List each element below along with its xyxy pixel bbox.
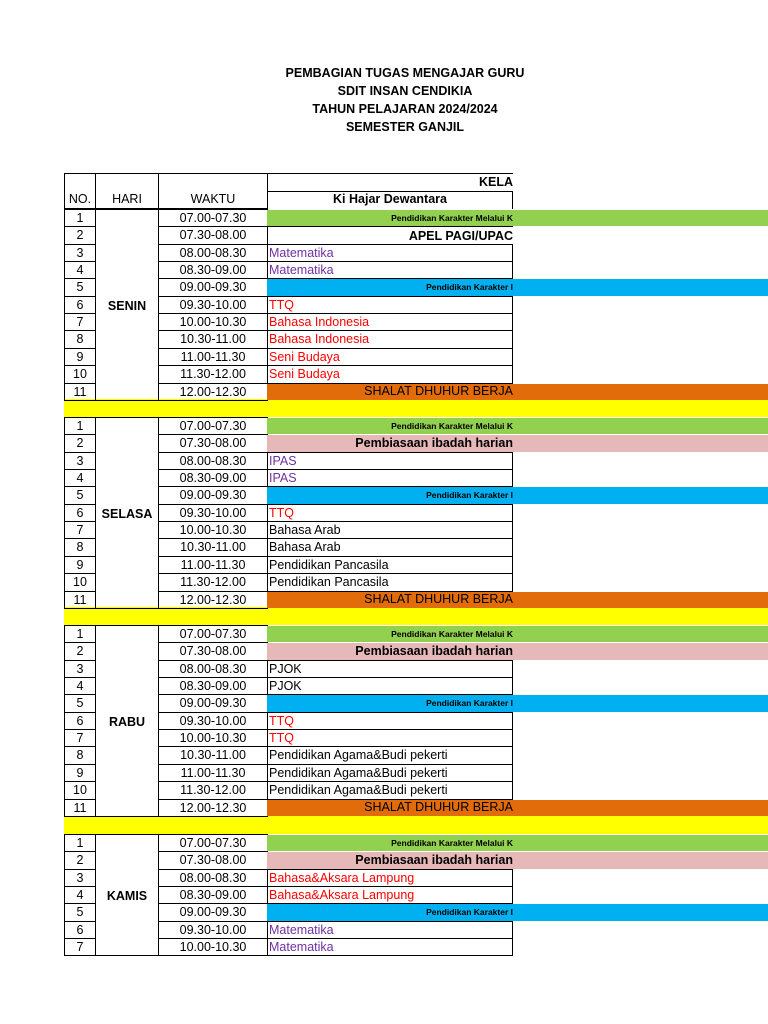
row-number: 10 (64, 781, 96, 800)
subject-cell: Seni Budaya (267, 348, 513, 366)
time-slot: 08.30-09.00 (158, 886, 268, 904)
subject-cell: Bahasa&Aksara Lampung (267, 886, 513, 904)
time-slot: 07.30-08.00 (158, 851, 268, 870)
row-number: 10 (64, 573, 96, 592)
day-separator (64, 607, 768, 625)
subject-cell: Pendidikan Agama&Budi pekerti (267, 781, 513, 800)
day-separator (64, 399, 768, 417)
row-number: 1 (64, 209, 96, 227)
row-number: 4 (64, 886, 96, 904)
row-number: 5 (64, 694, 96, 713)
row-number: 7 (64, 313, 96, 331)
time-slot: 08.30-09.00 (158, 469, 268, 487)
title-line-1: PEMBAGIAN TUGAS MENGAJAR GURU (285, 66, 525, 80)
col-header-waktu-label: WAKTU (190, 192, 236, 206)
row-number: 6 (64, 504, 96, 522)
activity-banner-text: Pendidikan Karakter I (426, 907, 513, 917)
row-number: 3 (64, 244, 96, 262)
time-slot: 11.00-11.30 (158, 556, 268, 574)
time-slot: 11.00-11.30 (158, 764, 268, 782)
time-slot: 11.30-12.00 (158, 781, 268, 800)
time-slot: 10.00-10.30 (158, 313, 268, 331)
time-slot: 12.00-12.30 (158, 591, 268, 609)
subject-cell: Matematika (267, 921, 513, 939)
col-header-no-label: NO. (68, 192, 92, 206)
row-number: 2 (64, 434, 96, 453)
time-slot: 07.30-08.00 (158, 642, 268, 661)
row-number: 7 (64, 521, 96, 539)
time-slot: 10.00-10.30 (158, 938, 268, 956)
row-number: 10 (64, 365, 96, 384)
time-slot: 07.00-07.30 (158, 834, 268, 852)
subject-cell: Bahasa Arab (267, 521, 513, 539)
time-slot: 08.00-08.30 (158, 660, 268, 678)
time-slot: 12.00-12.30 (158, 799, 268, 817)
time-slot: 09.00-09.30 (158, 694, 268, 713)
time-slot: 08.00-08.30 (158, 452, 268, 470)
time-slot: 08.00-08.30 (158, 244, 268, 262)
time-slot: 11.00-11.30 (158, 348, 268, 366)
subject-cell: TTQ (267, 729, 513, 747)
row-number: 5 (64, 903, 96, 922)
row-number: 1 (64, 834, 96, 852)
subject-cell: PJOK (267, 660, 513, 678)
col-header-kelas: KELA (267, 173, 513, 192)
col-header-hari-label: HARI (112, 192, 142, 206)
row-number: 9 (64, 556, 96, 574)
prayer-banner-text: SHALAT DHUHUR BERJA (364, 800, 513, 814)
row-number: 2 (64, 226, 96, 245)
time-slot: 09.30-10.00 (158, 296, 268, 314)
time-slot: 11.30-12.00 (158, 365, 268, 384)
time-slot: 11.30-12.00 (158, 573, 268, 592)
row-number: 6 (64, 921, 96, 939)
activity-banner-text: Pendidikan Karakter Melalui K (391, 838, 513, 848)
col-header-no (64, 173, 96, 209)
row-number: 7 (64, 938, 96, 956)
day-name-cell: RABU (95, 625, 159, 817)
subject-cell: Bahasa Indonesia (267, 313, 513, 331)
time-slot: 12.00-12.30 (158, 383, 268, 401)
time-slot: 10.00-10.30 (158, 729, 268, 747)
subject-cell: PJOK (267, 677, 513, 695)
time-slot: 08.30-09.00 (158, 261, 268, 279)
day-separator (64, 816, 768, 834)
ibadah-banner-text: Pembiasaan ibadah harian (355, 853, 513, 867)
prayer-banner-text: SHALAT DHUHUR BERJA (364, 384, 513, 398)
class-name-header: Ki Hajar Dewantara (267, 191, 513, 209)
activity-banner-text: Pendidikan Karakter Melalui K (391, 213, 513, 223)
subject-cell: Seni Budaya (267, 365, 513, 384)
time-slot: 09.00-09.30 (158, 486, 268, 505)
row-number: 2 (64, 642, 96, 661)
day-name-cell: SELASA (95, 417, 159, 609)
time-slot: 10.30-11.00 (158, 538, 268, 557)
day-name-cell: KAMIS (95, 834, 159, 956)
subject-cell: Pendidikan Agama&Budi pekerti (267, 764, 513, 782)
time-slot: 10.30-11.00 (158, 330, 268, 349)
time-slot: 09.30-10.00 (158, 712, 268, 730)
activity-banner-text: Pendidikan Karakter I (426, 698, 513, 708)
subject-cell: IPAS (267, 469, 513, 487)
time-slot: 09.00-09.30 (158, 903, 268, 922)
subject-cell: TTQ (267, 712, 513, 730)
col-header-hari (95, 173, 159, 209)
subject-cell: IPAS (267, 452, 513, 470)
row-number: 6 (64, 296, 96, 314)
time-slot: 09.00-09.30 (158, 278, 268, 297)
row-number: 8 (64, 330, 96, 349)
time-slot: 09.30-10.00 (158, 504, 268, 522)
row-number: 7 (64, 729, 96, 747)
time-slot: 09.30-10.00 (158, 921, 268, 939)
subject-cell: Bahasa Indonesia (267, 330, 513, 349)
row-number: 6 (64, 712, 96, 730)
ibadah-banner-text: Pembiasaan ibadah harian (355, 436, 513, 450)
time-slot: 08.30-09.00 (158, 677, 268, 695)
subject-cell: TTQ (267, 296, 513, 314)
ibadah-banner-text: Pembiasaan ibadah harian (355, 644, 513, 658)
time-slot: 08.00-08.30 (158, 869, 268, 887)
row-number: 4 (64, 261, 96, 279)
subject-cell: Pendidikan Pancasila (267, 556, 513, 574)
title-line-4: SEMESTER GANJIL (345, 120, 465, 134)
activity-banner-text: Pendidikan Karakter I (426, 490, 513, 500)
row-number: 4 (64, 469, 96, 487)
time-slot: 10.00-10.30 (158, 521, 268, 539)
row-number: 5 (64, 486, 96, 505)
time-slot: 07.00-07.30 (158, 417, 268, 435)
row-number: 3 (64, 660, 96, 678)
subject-cell: Bahasa Arab (267, 538, 513, 557)
row-number: 9 (64, 348, 96, 366)
time-slot: 07.00-07.30 (158, 625, 268, 643)
subject-cell: TTQ (267, 504, 513, 522)
row-number: 9 (64, 764, 96, 782)
subject-cell: Matematika (267, 261, 513, 279)
row-number: 11 (64, 591, 96, 609)
apel-text: APEL PAGI/UPAC (267, 226, 513, 245)
prayer-banner-text: SHALAT DHUHUR BERJA (364, 592, 513, 606)
activity-banner-text: Pendidikan Karakter Melalui K (391, 421, 513, 431)
time-slot: 10.30-11.00 (158, 746, 268, 765)
activity-banner-text: Pendidikan Karakter I (426, 282, 513, 292)
row-number: 8 (64, 746, 96, 765)
row-number: 1 (64, 625, 96, 643)
day-name-cell: SENIN (95, 209, 159, 401)
subject-cell: Pendidikan Pancasila (267, 573, 513, 592)
subject-cell: Matematika (267, 938, 513, 956)
row-number: 3 (64, 452, 96, 470)
row-number: 11 (64, 799, 96, 817)
title-line-3: TAHUN PELAJARAN 2024/2024 (312, 102, 498, 116)
col-header-waktu (158, 173, 268, 209)
row-number: 8 (64, 538, 96, 557)
title-line-2: SDIT INSAN CENDIKIA (337, 84, 473, 98)
time-slot: 07.30-08.00 (158, 226, 268, 245)
time-slot: 07.00-07.30 (158, 209, 268, 227)
time-slot: 07.30-08.00 (158, 434, 268, 453)
subject-cell: Pendidikan Agama&Budi pekerti (267, 746, 513, 765)
activity-banner-text: Pendidikan Karakter Melalui K (391, 629, 513, 639)
row-number: 1 (64, 417, 96, 435)
subject-cell: Bahasa&Aksara Lampung (267, 869, 513, 887)
row-number: 11 (64, 383, 96, 401)
row-number: 3 (64, 869, 96, 887)
row-number: 4 (64, 677, 96, 695)
row-number: 2 (64, 851, 96, 870)
row-number: 5 (64, 278, 96, 297)
subject-cell: Matematika (267, 244, 513, 262)
